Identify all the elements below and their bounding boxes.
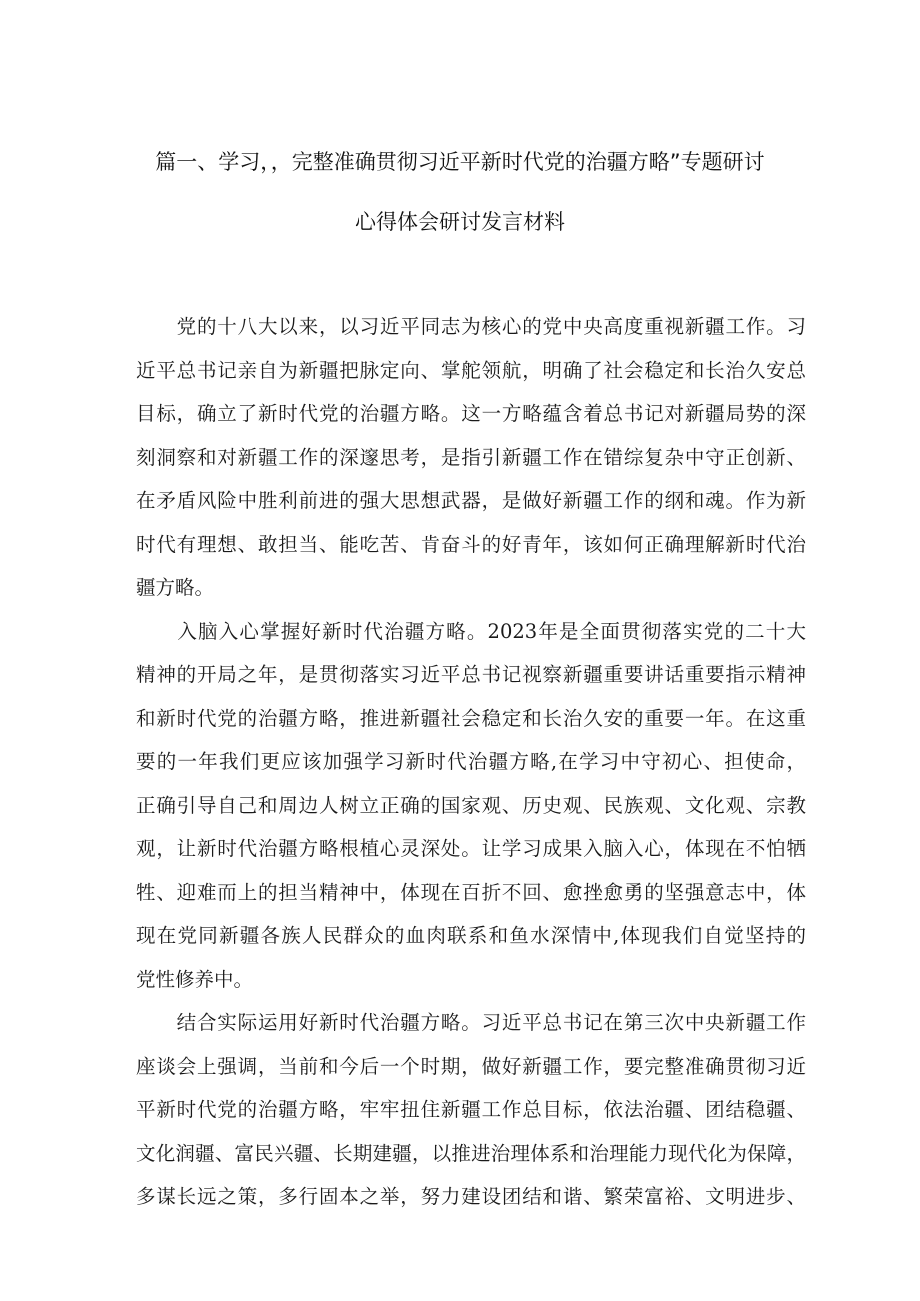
text-line: 平新时代党的治疆方略，牢牢扭住新疆工作总目标，依法治疆、团结稳疆、 xyxy=(136,1098,806,1121)
text-line: 现在党同新疆各族人民群众的血肉联系和鱼水深情中,体现我们自觉坚持的 xyxy=(136,924,806,947)
text-line: 要的一年我们更应该加强学习新时代治疆方略,在学习中守初心、担使命， xyxy=(136,750,806,773)
text-line: 近平总书记亲自为新疆把脉定向、掌舵领航，明确了社会稳定和长治久安总 xyxy=(136,358,806,382)
text-line: 文化润疆、富民兴疆、长期建疆，以推进治理体系和治理能力现代化为保障， xyxy=(136,1141,806,1165)
document-body xyxy=(136,305,806,1219)
text-line: 正确引导自己和周边人树立正确的国家观、历史观、民族观、文化观、宗教 xyxy=(136,793,806,817)
document-title-line-1: 篇一、学习，，完整准确贯彻习近平新时代党的治疆方略”专题研讨 xyxy=(155,150,765,174)
text-line: 党性修养中。 xyxy=(136,967,254,991)
text-line: 目标，确立了新时代党的治疆方略。这一方略蕴含着总书记对新疆局势的深 xyxy=(136,402,806,425)
text-line: 在矛盾风险中胜利前进的强大思想武器，是做好新疆工作的纲和魂。作为新 xyxy=(136,489,806,512)
text-line: 党的十八大以来，以习近平同志为核心的党中央高度重视新疆工作。习 xyxy=(136,315,806,338)
text-line: 多谋长远之策，多行固本之举，努力建设团结和谐、繁荣富裕、文明进步、 xyxy=(136,1185,806,1208)
text-line: 座谈会上强调，当前和今后一个时期，做好新疆工作，要完整准确贯彻习近 xyxy=(136,1054,806,1078)
text-line: 刻洞察和对新疆工作的深邃思考，是指引新疆工作在错综复杂中守正创新、 xyxy=(136,445,806,469)
text-line: 疆方略。 xyxy=(136,576,215,599)
text-line: 观，让新时代治疆方略根植心灵深处。让学习成果入脑入心，体现在不怕牺 xyxy=(136,837,806,860)
text-line: 结合实际运用好新时代治疆方略。习近平总书记在第三次中央新疆工作 xyxy=(136,1011,806,1034)
paragraph-1 xyxy=(136,305,806,610)
text-line: 和新时代党的治疆方略，推进新疆社会稳定和长治久安的重要一年。在这重 xyxy=(136,706,806,730)
document-title-line-2: 心得体会研讨发言材料 xyxy=(355,210,565,234)
paragraph-3 xyxy=(136,1001,806,1219)
text-line: 入脑入心掌握好新时代治疆方略。2023年是全面贯彻落实党的二十大 xyxy=(136,619,806,643)
text-line: 时代有理想、敢担当、能吃苦、肯奋斗的好青年，该如何正确理解新时代治 xyxy=(136,532,806,556)
text-line: 精神的开局之年，是贯彻落实习近平总书记视察新疆重要讲话重要指示精神 xyxy=(136,663,806,686)
paragraph-2 xyxy=(136,610,806,1002)
text-line: 牲、迎难而上的担当精神中，体现在百折不回、愈挫愈勇的坚强意志中，体 xyxy=(136,880,806,904)
